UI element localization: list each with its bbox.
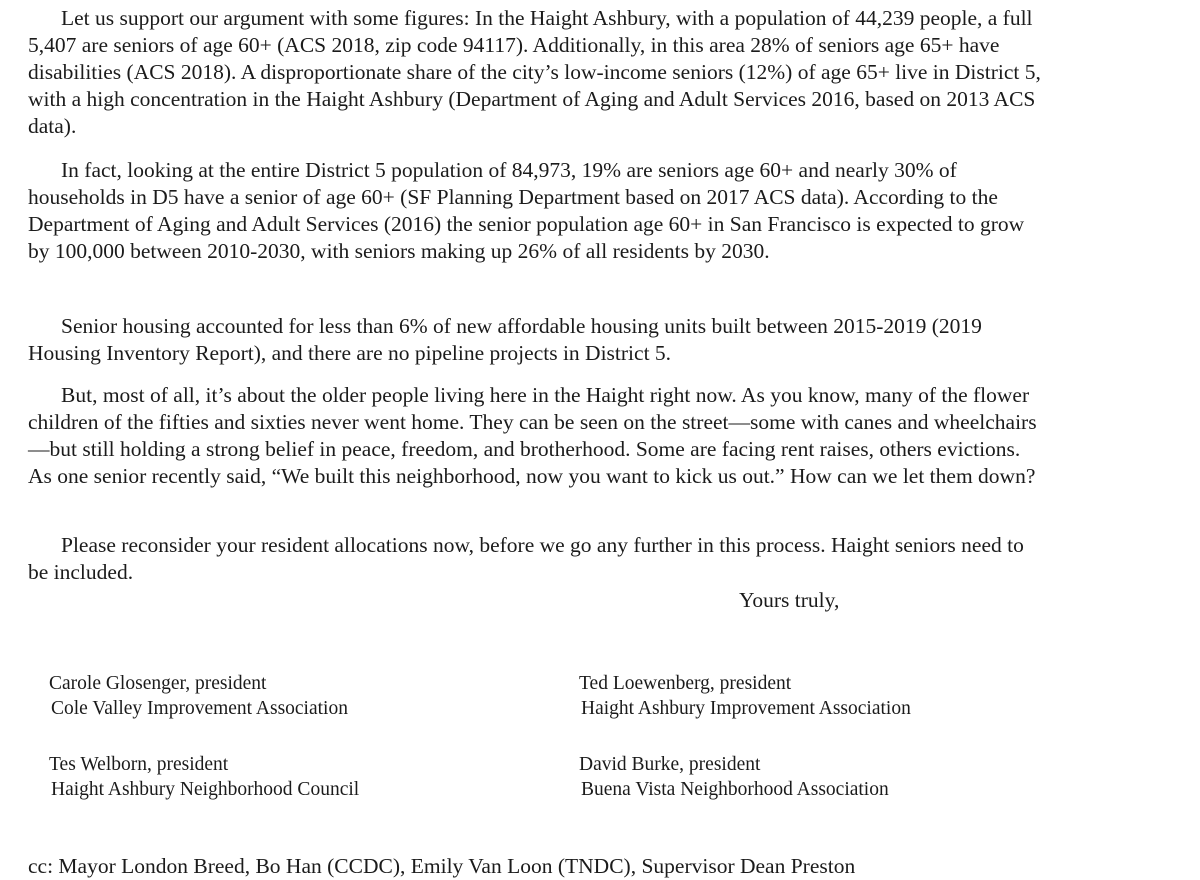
paragraph-senior-housing: Senior housing accounted for less than 6% of new affordable housing units built between 2015-2019 (2019 Housing Inventory Report), and there are no pipeline projects in District 5. <box>28 314 982 365</box>
signature-block <box>49 752 359 802</box>
signature-block <box>579 752 889 802</box>
signatory-name: Carole Glosenger, president <box>49 673 267 694</box>
signatory-organization: Cole Valley Improvement Association <box>51 698 348 719</box>
signature-block <box>49 671 348 721</box>
cc-line: cc: Mayor London Breed, Bo Han (CCDC), Emily Van Loon (TNDC), Supervisor Dean Preston <box>28 854 856 878</box>
signatory-name: David Burke, president <box>579 754 761 775</box>
signature-block <box>579 671 911 721</box>
signatory-name: Tes Welborn, president <box>49 754 229 775</box>
paragraph-figures: Let us support our argument with some figures: In the Haight Ashbury, with a population of 44,239 people, a full 5,407 are seniors of age 60+ (ACS 2018, zip code 94117). Additionally, in this area 28% of seniors age 65+ have disabilities (ACS 2018). A disproportionate share of the city’s low-income seniors (12%) of age 65+ live in District 5, with a high concentration in the Haight Ashbury (Department of Aging and Adult Services 2016, based on 2013 ACS data). <box>28 6 1041 138</box>
paragraph-reconsider: Please reconsider your resident allocations now, before we go any further in this process. Haight seniors need to be included. <box>28 533 1024 584</box>
signatory-organization: Haight Ashbury Improvement Association <box>581 698 911 719</box>
closing: Yours truly, <box>739 588 840 612</box>
signatory-organization: Buena Vista Neighborhood Association <box>581 779 889 800</box>
paragraph-district-5: In fact, looking at the entire District 5 population of 84,973, 19% are seniors age 60+ and nearly 30% of households in D5 have a senior of age 60+ (SF Planning Department based on 2017 ACS data). According to the Department of Aging and Adult Services (2016) the senior population age 60+ in San Francisco is expected to grow by 100,000 between 2010-2030, with seniors making up 26% of all residents by 2030. <box>28 158 1025 263</box>
signatory-organization: Haight Ashbury Neighborhood Council <box>51 779 360 800</box>
paragraph-older-people: But, most of all, it’s about the older people living here in the Haight right now. As you know, many of the flower children of the fifties and sixties never went home. They can be seen on the street—some with canes and wheelchairs—but still holding a strong belief in peace, freedom, and brotherhood. Some are facing rent raises, others evictions. As one senior recently said, “We built this neighborhood, now you want to kick us out.” How can we let them down? <box>28 383 1037 488</box>
signatory-name: Ted Loewenberg, president <box>579 673 792 694</box>
